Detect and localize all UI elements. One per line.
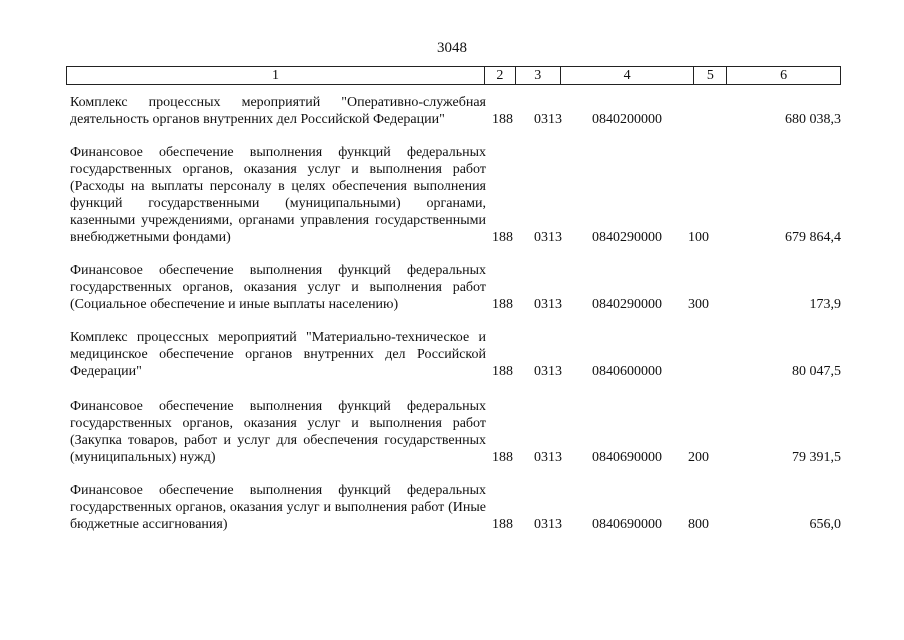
table-row xyxy=(66,398,841,466)
row-ministry: 188 xyxy=(492,364,513,379)
header-col-1: 1 xyxy=(67,67,485,84)
table-row xyxy=(66,262,841,313)
row-target: 0840690000 xyxy=(592,450,662,465)
row-ministry: 188 xyxy=(492,297,513,312)
row-amount: 680 038,3 xyxy=(785,112,841,127)
row-ministry: 188 xyxy=(492,112,513,127)
row-target: 0840600000 xyxy=(592,364,662,379)
row-amount: 679 864,4 xyxy=(785,230,841,245)
row-target: 0840290000 xyxy=(592,297,662,312)
row-section: 0313 xyxy=(534,517,562,532)
row-section: 0313 xyxy=(534,450,562,465)
table-row xyxy=(66,482,841,533)
row-ministry: 188 xyxy=(492,450,513,465)
row-amount: 79 391,5 xyxy=(792,450,841,465)
row-description: Финансовое обеспечение выполнения функций федеральных государственных органов, оказания услуг и выполнения работ (Закупка товаров, работ и услуг для обеспечения государственных (муниципальных) нужд) xyxy=(70,399,486,465)
row-ministry: 188 xyxy=(492,517,513,532)
table-header xyxy=(66,66,841,85)
row-section: 0313 xyxy=(534,230,562,245)
table-row xyxy=(66,144,841,246)
header-col-2: 2 xyxy=(485,67,516,84)
header-col-5: 5 xyxy=(694,67,727,84)
row-target: 0840200000 xyxy=(592,112,662,127)
row-description: Комплекс процессных мероприятий "Оперативно-служебная деятельность органов внутренних дел Российской Федерации" xyxy=(70,95,486,127)
row-type: 800 xyxy=(688,517,709,532)
row-description: Финансовое обеспечение выполнения функций федеральных государственных органов, оказания услуг и выполнения работ (Социальное обеспечение и иные выплаты населению) xyxy=(70,263,486,312)
row-amount: 80 047,5 xyxy=(792,364,841,379)
row-target: 0840290000 xyxy=(592,230,662,245)
row-type: 300 xyxy=(688,297,709,312)
row-target: 0840690000 xyxy=(592,517,662,532)
row-amount: 656,0 xyxy=(809,517,841,532)
row-section: 0313 xyxy=(534,112,562,127)
row-ministry: 188 xyxy=(492,230,513,245)
row-type: 100 xyxy=(688,230,709,245)
row-section: 0313 xyxy=(534,364,562,379)
row-description: Финансовое обеспечение выполнения функций федеральных государственных органов, оказания услуг и выполнения работ (Расходы на выплаты персоналу в целях обеспечения выполнения функций государственными (муниципальными) органами, казенными учреждениями, органами управления государственными внебюджетными фондами) xyxy=(70,145,486,245)
row-type: 200 xyxy=(688,450,709,465)
table-row xyxy=(66,329,841,380)
page-number: 3048 xyxy=(437,40,467,56)
row-description: Финансовое обеспечение выполнения функций федеральных государственных органов, оказания услуг и выполнения работ (Иные бюджетные ассигнования) xyxy=(70,483,486,532)
row-description: Комплекс процессных мероприятий "Материально-техническое и медицинское обеспечение органов внутренних дел Российской Федерации" xyxy=(70,330,486,379)
header-col-4: 4 xyxy=(561,67,695,84)
table-row xyxy=(66,94,841,128)
header-col-6: 6 xyxy=(780,68,788,83)
header-col-3: 3 xyxy=(516,67,561,84)
row-amount: 173,9 xyxy=(809,297,841,312)
row-section: 0313 xyxy=(534,297,562,312)
